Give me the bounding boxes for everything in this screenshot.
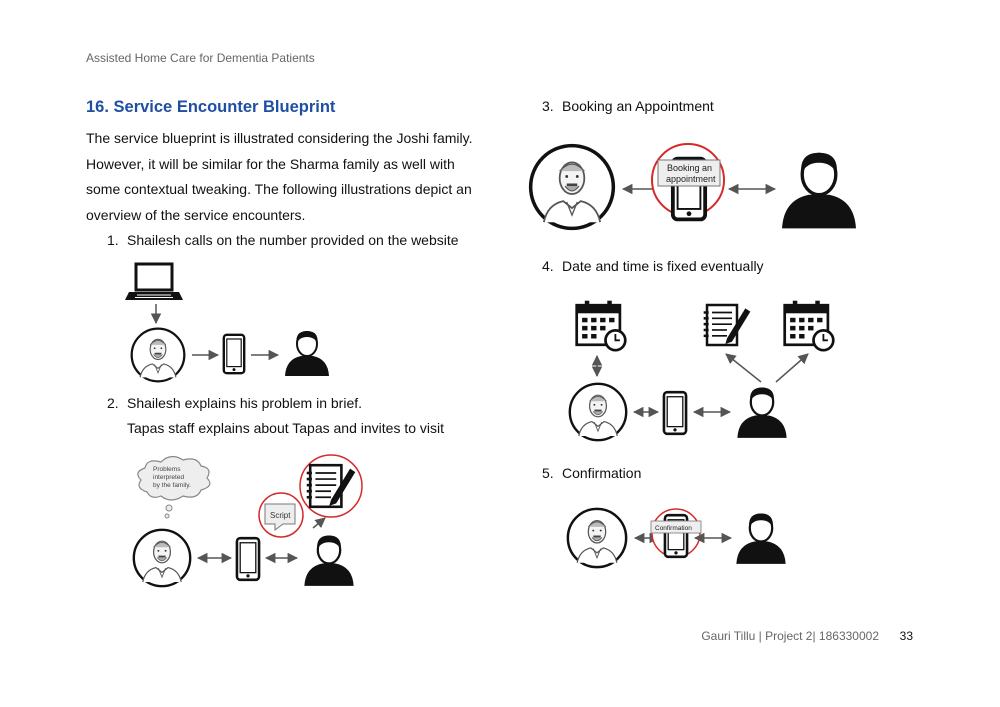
tapas-staff-avatar — [737, 387, 786, 437]
tapas-staff-avatar — [782, 153, 856, 229]
thought-line: by the family. — [153, 482, 191, 489]
paragraph-line: The service blueprint is illustrated considering the Joshi family. — [86, 130, 473, 146]
phone-icon — [224, 335, 244, 373]
step-4 — [542, 254, 764, 279]
step-text: Confirmation — [562, 465, 642, 481]
step-number: 1. — [107, 232, 119, 248]
shailesh-avatar — [531, 146, 614, 229]
step-number: 2. — [107, 395, 119, 411]
step-text: Shailesh explains his problem in brief. — [127, 395, 363, 411]
paragraph-line: overview of the service encounters. — [86, 206, 306, 223]
step-text: Date and time is fixed eventually — [562, 258, 764, 274]
tapas-staff-avatar — [304, 535, 353, 585]
tapas-staff-avatar — [736, 513, 785, 563]
step-2-illustration — [125, 448, 375, 593]
shailesh-avatar — [132, 329, 185, 382]
phone-icon — [237, 538, 259, 580]
confirmation-label: Confirmation — [655, 525, 692, 532]
intro-paragraph — [86, 126, 496, 228]
shailesh-avatar — [570, 384, 626, 440]
step-5-illustration — [565, 505, 795, 575]
thought-line: Problems — [153, 466, 181, 473]
page-number: 33 — [899, 629, 913, 643]
step-2-line-2: Tapas staff explains about Tapas and invites to visit — [127, 420, 445, 436]
step-1-illustration — [125, 258, 345, 383]
step-text: Booking an Appointment — [562, 98, 714, 114]
step-5 — [542, 461, 641, 486]
shailesh-avatar — [134, 530, 190, 586]
running-header: Assisted Home Care for Dementia Patients — [86, 51, 315, 65]
script-label: Script — [270, 511, 291, 520]
step-1 — [107, 228, 459, 253]
step-number: 5. — [542, 465, 554, 481]
shailesh-avatar — [568, 509, 626, 567]
thought-line: interpreted — [153, 474, 185, 481]
document-pen-callout — [300, 455, 362, 517]
section-title: 16. Service Encounter Blueprint — [86, 98, 336, 116]
script-callout — [259, 493, 303, 537]
step-number: 4. — [542, 258, 554, 274]
booking-label-line: Booking an — [667, 163, 713, 173]
step-4-illustration — [566, 296, 846, 446]
step-text: Shailesh calls on the number provided on the website — [127, 232, 459, 248]
phone-icon — [664, 392, 686, 434]
calendar-clock-icon — [785, 301, 834, 351]
step-3-illustration — [527, 140, 867, 240]
calendar-clock-icon — [577, 301, 626, 351]
footer-credit: Gauri Tillu | Project 2| 186330002 — [701, 629, 879, 643]
paragraph-line: However, it will be similar for the Sharma family as well with — [86, 155, 455, 172]
thought-bubble-icon — [138, 456, 210, 518]
step-2 — [107, 391, 362, 416]
step-number: 3. — [542, 98, 554, 114]
tapas-staff-avatar — [285, 331, 329, 376]
booking-label-line: appointment — [666, 174, 716, 184]
step-3 — [542, 94, 714, 119]
notepad-icon — [704, 305, 751, 345]
paragraph-line: some contextual tweaking. The following illustrations depict an — [86, 181, 472, 198]
laptop-icon — [125, 264, 183, 300]
